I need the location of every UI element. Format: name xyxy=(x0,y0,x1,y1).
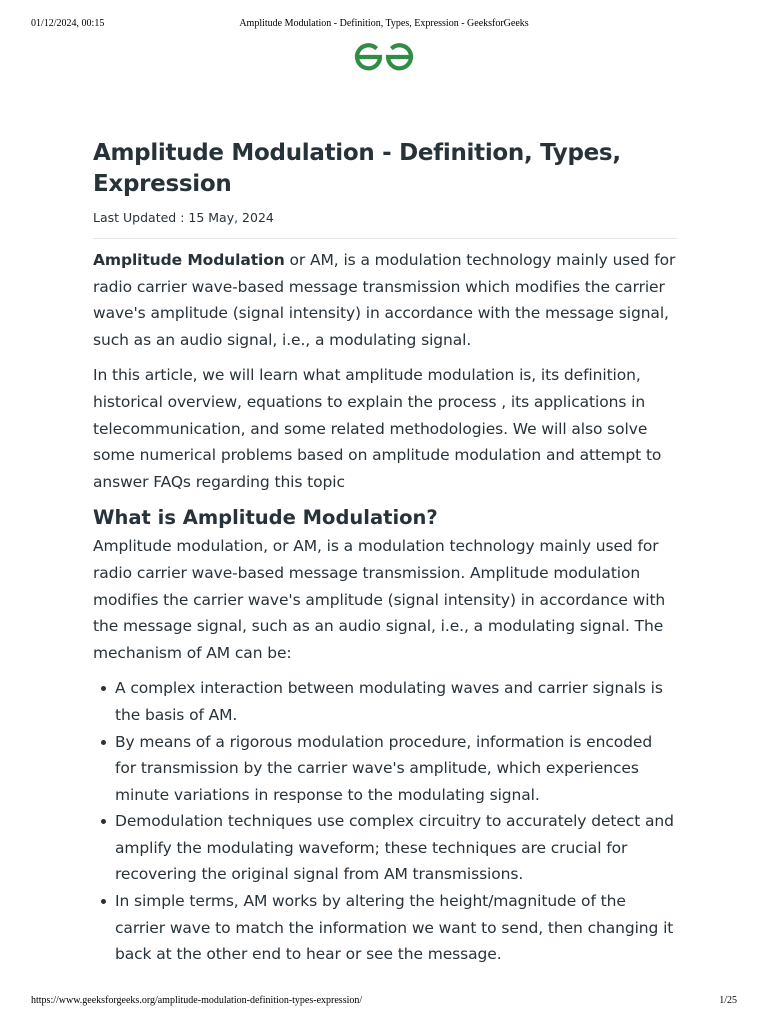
section-heading: What is Amplitude Modulation? xyxy=(93,506,438,530)
print-header xyxy=(31,18,737,32)
last-updated-date: Last Updated : 15 May, 2024 xyxy=(93,210,274,225)
list-item xyxy=(115,888,677,968)
intro-paragraph-2: In this article, we will learn what amplitude modulation is, its definition, historical overview, equations to explain the process , its applications in telecommunication, and some related methodologies. We will also solve some numerical problems based on amplitude modulation and attempt to answer FAQs regarding this topic xyxy=(93,366,662,491)
list-item xyxy=(115,808,677,888)
print-date: 01/12/2024, 00:15 xyxy=(31,18,105,29)
list-item-text: By means of a rigorous modulation procedure, information is encoded for transmission by the carrier wave's amplitude, which experiences minute variations in response to the modulating signal. xyxy=(115,732,653,804)
intro-bold-term: Amplitude Modulation xyxy=(93,251,285,269)
title-divider xyxy=(93,238,677,239)
print-document-title: Amplitude Modulation - Definition, Types, Expression - GeeksforGeeks xyxy=(239,18,529,29)
print-footer xyxy=(31,995,737,1009)
article-title: Amplitude Modulation - Definition, Types, Expression xyxy=(93,140,621,197)
page-url: https://www.geeksforgeeks.org/amplitude-modulation-definition-types-expression/ xyxy=(31,995,363,1006)
geeksforgeeks-logo-icon[interactable] xyxy=(354,42,414,72)
bullet-icon xyxy=(101,686,106,691)
intro-paragraph xyxy=(93,247,677,353)
bullet-icon xyxy=(101,740,106,745)
section-paragraph: Amplitude modulation, or AM, is a modulation technology mainly used for radio carrier wave-based message transmission. Amplitude modulation modifies the carrier wave's amplitude (signal intensity) in accordance with the message signal, such as an audio signal, i.e., a modulating signal. The mechanism of AM can be: xyxy=(93,537,666,662)
list-item xyxy=(115,675,677,728)
list-item xyxy=(115,729,677,809)
list-item-text: Demodulation techniques use complex circuitry to accurately detect and amplify the modulating waveform; these techniques are crucial for recovering the original signal from AM transmissions. xyxy=(115,812,674,884)
article-content xyxy=(93,138,677,968)
bullet-icon xyxy=(101,899,106,904)
bullet-icon xyxy=(101,819,106,824)
intro-paragraph-text: or AM, is a modulation technology mainly used for radio carrier wave-based message transmission which modifies the carrier wave's amplitude (signal intensity) in accordance with the message signal, such as an audio signal, i.e., a modulating signal. xyxy=(93,251,676,349)
mechanism-list xyxy=(93,675,677,968)
geeksforgeeks-logo-svg xyxy=(354,42,414,72)
page-number: 1/25 xyxy=(719,995,737,1006)
list-item-text: In simple terms, AM works by altering the height/magnitude of the carrier wave to match the information we want to send, then changing it back at the other end to hear or see the message. xyxy=(115,892,674,964)
list-item-text: A complex interaction between modulating waves and carrier signals is the basis of AM. xyxy=(115,679,663,724)
